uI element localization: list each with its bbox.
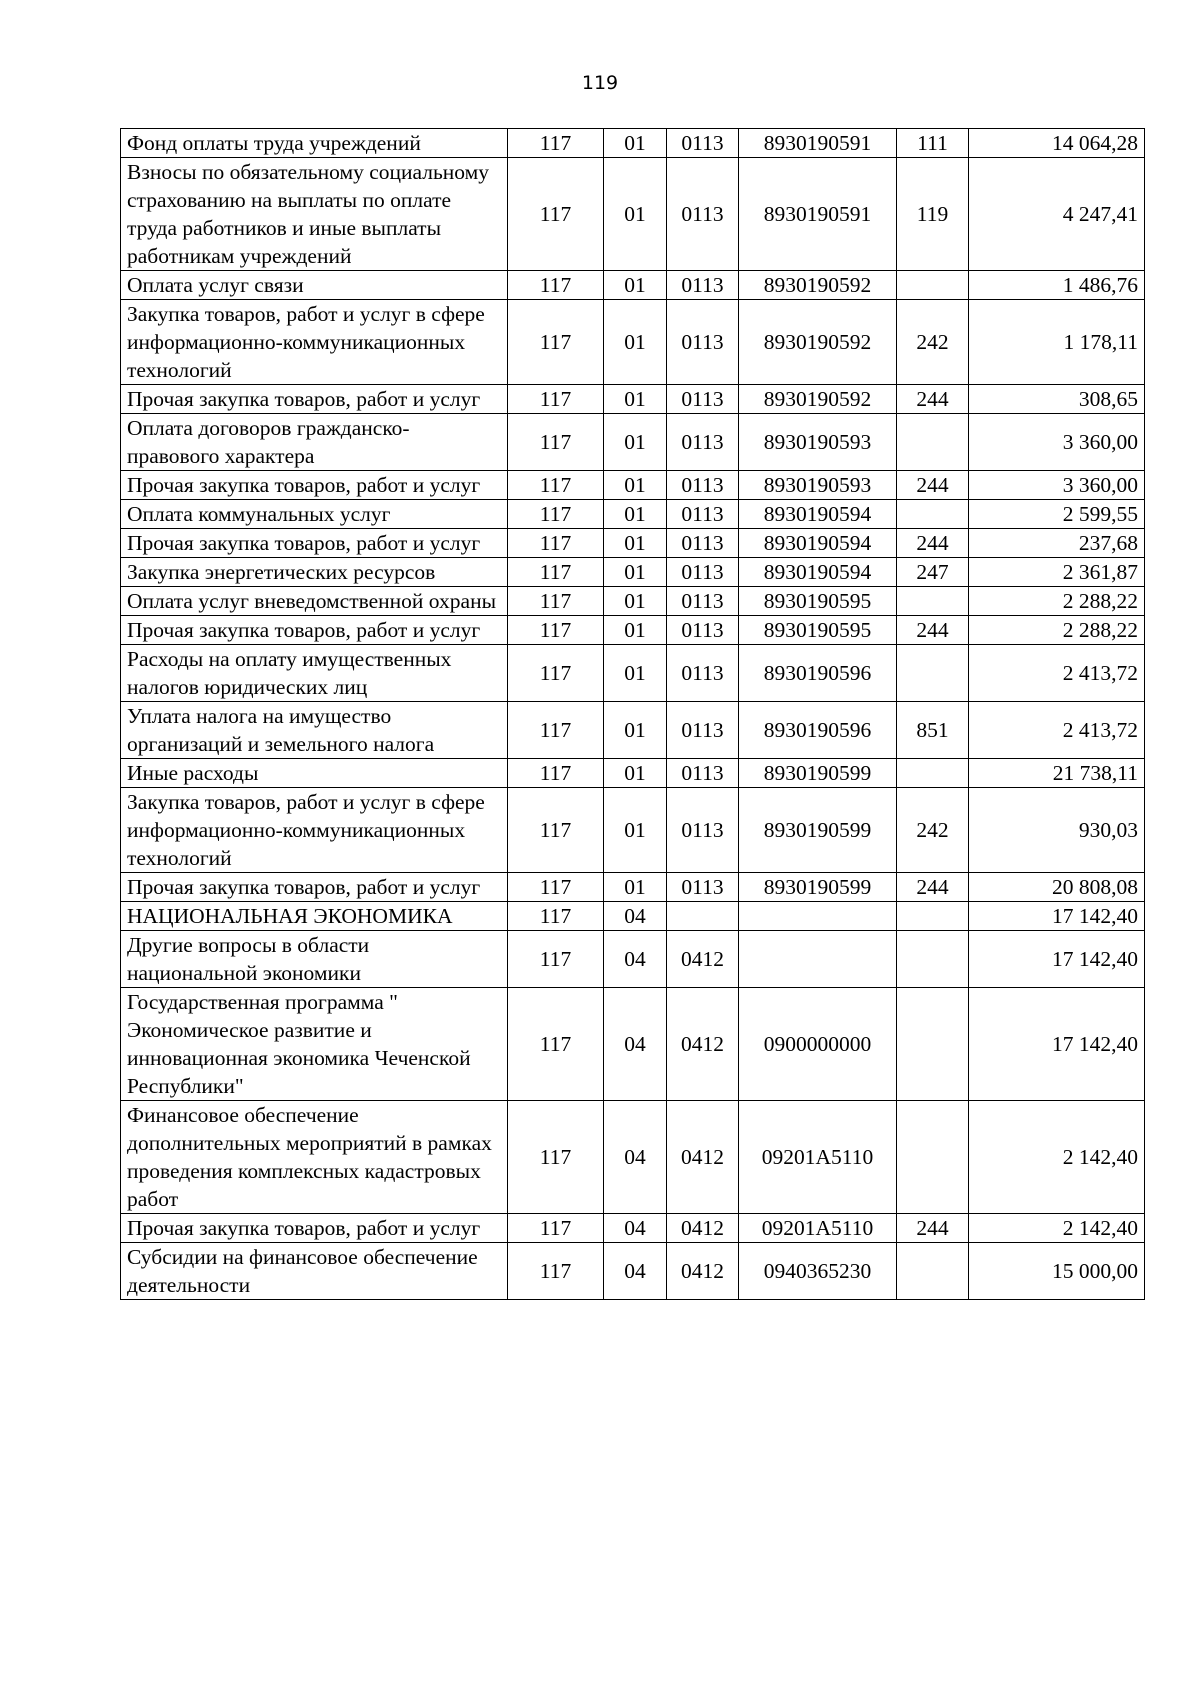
cell-pr: 0113 (667, 759, 739, 788)
cell-pr: 0412 (667, 1101, 739, 1214)
cell-name: Фонд оплаты труда учреждений (121, 129, 508, 158)
cell-ved: 117 (508, 873, 604, 902)
cell-ved: 117 (508, 759, 604, 788)
cell-sum: 930,03 (969, 788, 1145, 873)
cell-name: Уплата налога на имущество организаций и земельного налога (121, 702, 508, 759)
cell-rz: 01 (604, 271, 667, 300)
table-row (121, 702, 1145, 759)
cell-csr (739, 902, 897, 931)
cell-pr: 0113 (667, 414, 739, 471)
cell-name: НАЦИОНАЛЬНАЯ ЭКОНОМИКА (121, 902, 508, 931)
cell-sum: 17 142,40 (969, 988, 1145, 1101)
cell-ved: 117 (508, 414, 604, 471)
cell-ved: 117 (508, 129, 604, 158)
cell-csr: 8930190593 (739, 471, 897, 500)
cell-rz: 01 (604, 385, 667, 414)
cell-name: Прочая закупка товаров, работ и услуг (121, 873, 508, 902)
cell-name: Прочая закупка товаров, работ и услуг (121, 616, 508, 645)
cell-sum: 3 360,00 (969, 471, 1145, 500)
cell-csr: 8930190592 (739, 385, 897, 414)
cell-rz: 01 (604, 587, 667, 616)
cell-name: Другие вопросы в области национальной экономики (121, 931, 508, 988)
cell-vr: 244 (897, 385, 969, 414)
table-row (121, 158, 1145, 271)
cell-name: Закупка товаров, работ и услуг в сфере информационно-коммуникационных технологий (121, 300, 508, 385)
table-row (121, 587, 1145, 616)
table-row (121, 616, 1145, 645)
cell-csr: 8930190596 (739, 702, 897, 759)
cell-vr: 242 (897, 788, 969, 873)
cell-name: Государственная программа " Экономическое развитие и инновационная экономика Чеченской Республики" (121, 988, 508, 1101)
cell-ved: 117 (508, 788, 604, 873)
cell-name: Иные расходы (121, 759, 508, 788)
cell-vr (897, 271, 969, 300)
cell-vr (897, 1101, 969, 1214)
cell-pr: 0113 (667, 587, 739, 616)
cell-csr (739, 931, 897, 988)
cell-csr: 8930190594 (739, 500, 897, 529)
cell-rz: 04 (604, 1101, 667, 1214)
cell-pr: 0113 (667, 788, 739, 873)
cell-rz: 04 (604, 1214, 667, 1243)
cell-pr: 0113 (667, 129, 739, 158)
cell-csr: 8930190591 (739, 158, 897, 271)
table-row (121, 300, 1145, 385)
cell-name: Оплата услуг связи (121, 271, 508, 300)
table-row (121, 414, 1145, 471)
cell-sum: 237,68 (969, 529, 1145, 558)
cell-csr: 8930190594 (739, 558, 897, 587)
cell-ved: 117 (508, 558, 604, 587)
cell-csr: 8930190599 (739, 788, 897, 873)
cell-ved: 117 (508, 271, 604, 300)
cell-ved: 117 (508, 500, 604, 529)
cell-pr: 0412 (667, 1214, 739, 1243)
cell-rz: 01 (604, 558, 667, 587)
table-row (121, 873, 1145, 902)
table-row (121, 788, 1145, 873)
cell-vr (897, 1243, 969, 1300)
cell-pr: 0113 (667, 271, 739, 300)
cell-ved: 117 (508, 587, 604, 616)
cell-rz: 01 (604, 414, 667, 471)
cell-ved: 117 (508, 616, 604, 645)
cell-rz: 01 (604, 529, 667, 558)
cell-csr: 8930190599 (739, 873, 897, 902)
table-row (121, 931, 1145, 988)
page-number: 119 (581, 72, 619, 94)
cell-name: Закупка энергетических ресурсов (121, 558, 508, 587)
cell-pr: 0113 (667, 529, 739, 558)
cell-name: Расходы на оплату имущественных налогов юридических лиц (121, 645, 508, 702)
cell-sum: 15 000,00 (969, 1243, 1145, 1300)
cell-sum: 2 413,72 (969, 702, 1145, 759)
cell-pr: 0412 (667, 931, 739, 988)
cell-pr: 0113 (667, 385, 739, 414)
cell-name: Закупка товаров, работ и услуг в сфере информационно-коммуникационных технологий (121, 788, 508, 873)
cell-ved: 117 (508, 988, 604, 1101)
cell-name: Финансовое обеспечение дополнительных мероприятий в рамках проведения комплексных кадастровых работ (121, 1101, 508, 1214)
table-row (121, 645, 1145, 702)
cell-csr: 8930190595 (739, 616, 897, 645)
cell-vr (897, 500, 969, 529)
cell-pr: 0113 (667, 702, 739, 759)
cell-csr: 8930190596 (739, 645, 897, 702)
cell-rz: 01 (604, 759, 667, 788)
cell-ved: 117 (508, 158, 604, 271)
cell-csr: 0900000000 (739, 988, 897, 1101)
budget-table (120, 128, 1145, 1300)
cell-sum: 17 142,40 (969, 931, 1145, 988)
cell-vr (897, 759, 969, 788)
cell-sum: 2 142,40 (969, 1101, 1145, 1214)
cell-ved: 117 (508, 385, 604, 414)
cell-sum: 21 738,11 (969, 759, 1145, 788)
cell-vr: 244 (897, 873, 969, 902)
cell-vr (897, 587, 969, 616)
table-row (121, 1101, 1145, 1214)
cell-csr: 8930190594 (739, 529, 897, 558)
cell-pr: 0113 (667, 471, 739, 500)
cell-vr: 242 (897, 300, 969, 385)
cell-ved: 117 (508, 1243, 604, 1300)
cell-name: Оплата услуг вневедомственной охраны (121, 587, 508, 616)
cell-rz: 01 (604, 300, 667, 385)
cell-ved: 117 (508, 645, 604, 702)
cell-pr: 0113 (667, 873, 739, 902)
cell-ved: 117 (508, 702, 604, 759)
cell-rz: 01 (604, 616, 667, 645)
cell-ved: 117 (508, 902, 604, 931)
cell-name: Прочая закупка товаров, работ и услуг (121, 385, 508, 414)
cell-name: Прочая закупка товаров, работ и услуг (121, 471, 508, 500)
cell-rz: 01 (604, 788, 667, 873)
cell-rz: 01 (604, 471, 667, 500)
cell-sum: 3 360,00 (969, 414, 1145, 471)
cell-csr: 8930190591 (739, 129, 897, 158)
cell-vr (897, 414, 969, 471)
table-row (121, 129, 1145, 158)
cell-sum: 1 486,76 (969, 271, 1145, 300)
table-row (121, 385, 1145, 414)
cell-rz: 01 (604, 158, 667, 271)
cell-vr: 119 (897, 158, 969, 271)
cell-sum: 2 288,22 (969, 616, 1145, 645)
cell-name: Взносы по обязательному социальному страхованию на выплаты по оплате труда работников и иные выплаты работникам учреждений (121, 158, 508, 271)
table-row (121, 500, 1145, 529)
cell-name: Оплата договоров гражданско-правового характера (121, 414, 508, 471)
cell-sum: 20 808,08 (969, 873, 1145, 902)
cell-pr: 0113 (667, 500, 739, 529)
cell-name: Оплата коммунальных услуг (121, 500, 508, 529)
cell-vr: 244 (897, 1214, 969, 1243)
cell-ved: 117 (508, 931, 604, 988)
table-row (121, 902, 1145, 931)
cell-rz: 04 (604, 1243, 667, 1300)
cell-csr: 09201A5110 (739, 1101, 897, 1214)
table-row (121, 988, 1145, 1101)
cell-vr (897, 645, 969, 702)
cell-sum: 308,65 (969, 385, 1145, 414)
cell-vr: 244 (897, 616, 969, 645)
cell-vr: 111 (897, 129, 969, 158)
cell-vr (897, 988, 969, 1101)
cell-rz: 01 (604, 873, 667, 902)
cell-name: Прочая закупка товаров, работ и услуг (121, 1214, 508, 1243)
cell-name: Субсидии на финансовое обеспечение деятельности (121, 1243, 508, 1300)
table-row (121, 759, 1145, 788)
cell-rz: 01 (604, 500, 667, 529)
cell-ved: 117 (508, 1214, 604, 1243)
cell-ved: 117 (508, 471, 604, 500)
cell-pr: 0113 (667, 558, 739, 587)
cell-pr: 0412 (667, 1243, 739, 1300)
cell-csr: 8930190592 (739, 300, 897, 385)
cell-sum: 14 064,28 (969, 129, 1145, 158)
cell-sum: 2 599,55 (969, 500, 1145, 529)
cell-rz: 04 (604, 988, 667, 1101)
cell-sum: 17 142,40 (969, 902, 1145, 931)
cell-sum: 2 413,72 (969, 645, 1145, 702)
cell-vr: 244 (897, 529, 969, 558)
cell-ved: 117 (508, 1101, 604, 1214)
cell-vr: 851 (897, 702, 969, 759)
table-body (121, 129, 1145, 1300)
cell-vr (897, 902, 969, 931)
table-row (121, 271, 1145, 300)
table-row (121, 1214, 1145, 1243)
cell-sum: 1 178,11 (969, 300, 1145, 385)
cell-name: Прочая закупка товаров, работ и услуг (121, 529, 508, 558)
table-row (121, 529, 1145, 558)
cell-pr: 0412 (667, 988, 739, 1101)
cell-vr: 247 (897, 558, 969, 587)
table-row (121, 471, 1145, 500)
cell-vr: 244 (897, 471, 969, 500)
cell-sum: 2 142,40 (969, 1214, 1145, 1243)
cell-pr: 0113 (667, 300, 739, 385)
cell-rz: 04 (604, 902, 667, 931)
cell-csr: 8930190593 (739, 414, 897, 471)
cell-csr: 09201A5110 (739, 1214, 897, 1243)
cell-csr: 8930190592 (739, 271, 897, 300)
cell-csr: 0940365230 (739, 1243, 897, 1300)
cell-csr: 8930190595 (739, 587, 897, 616)
cell-csr: 8930190599 (739, 759, 897, 788)
cell-pr: 0113 (667, 645, 739, 702)
table-row (121, 558, 1145, 587)
cell-rz: 01 (604, 645, 667, 702)
cell-rz: 04 (604, 931, 667, 988)
cell-pr: 0113 (667, 158, 739, 271)
cell-vr (897, 931, 969, 988)
cell-sum: 4 247,41 (969, 158, 1145, 271)
cell-rz: 01 (604, 129, 667, 158)
table-row (121, 1243, 1145, 1300)
cell-ved: 117 (508, 529, 604, 558)
cell-ved: 117 (508, 300, 604, 385)
cell-sum: 2 288,22 (969, 587, 1145, 616)
cell-pr: 0113 (667, 616, 739, 645)
cell-sum: 2 361,87 (969, 558, 1145, 587)
cell-rz: 01 (604, 702, 667, 759)
cell-pr (667, 902, 739, 931)
